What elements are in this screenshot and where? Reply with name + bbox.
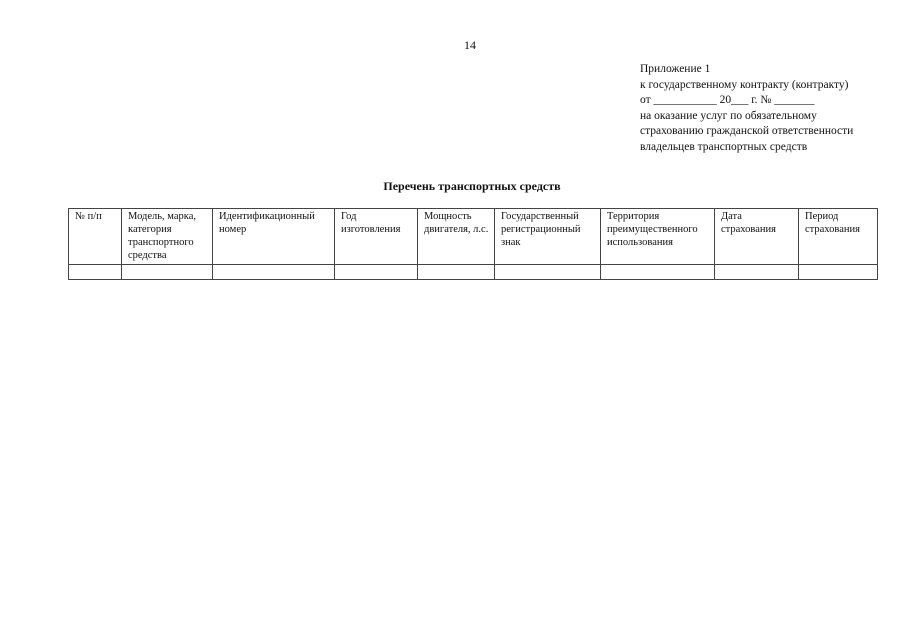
column-header-territory: Территория преимущественного использования bbox=[601, 209, 715, 265]
table-cell bbox=[601, 265, 715, 280]
table-header-row bbox=[69, 209, 878, 265]
table-cell bbox=[335, 265, 418, 280]
table-cell bbox=[122, 265, 213, 280]
column-header-power: Мощность двигателя, л.с. bbox=[418, 209, 495, 265]
appendix-block bbox=[640, 62, 900, 155]
table-cell bbox=[418, 265, 495, 280]
column-header-number: № п/п bbox=[69, 209, 122, 265]
column-header-reg-plate: Государственный регистрационный знак bbox=[495, 209, 601, 265]
column-header-insurance-date: Дата страхования bbox=[715, 209, 799, 265]
table-cell bbox=[799, 265, 878, 280]
appendix-line-title: Приложение 1 bbox=[640, 63, 711, 75]
table-cell bbox=[69, 265, 122, 280]
table-cell bbox=[495, 265, 601, 280]
appendix-line-date: от ___________ 20___ г. № _______ bbox=[640, 94, 815, 106]
table-cell bbox=[715, 265, 799, 280]
vehicle-list-table bbox=[68, 208, 878, 280]
column-header-insurance-period: Период страхования bbox=[799, 209, 878, 265]
column-header-model: Модель, марка, категория транспортного средства bbox=[122, 209, 213, 265]
page-number: 14 bbox=[464, 38, 476, 52]
appendix-line-owners: владельцев транспортных средств bbox=[640, 140, 808, 153]
table-cell bbox=[213, 265, 335, 280]
column-header-vin: Идентификационный номер bbox=[213, 209, 335, 265]
table-row bbox=[69, 265, 878, 280]
column-header-year: Год изготовления bbox=[335, 209, 418, 265]
document-title: Перечень транспортных средств bbox=[383, 179, 561, 193]
appendix-line-services: на оказание услуг по обязательному bbox=[640, 109, 817, 122]
appendix-line-insurance: страхованию гражданской ответственности bbox=[640, 125, 854, 137]
appendix-line-contract: к государственному контракту (контракту) bbox=[640, 78, 849, 91]
